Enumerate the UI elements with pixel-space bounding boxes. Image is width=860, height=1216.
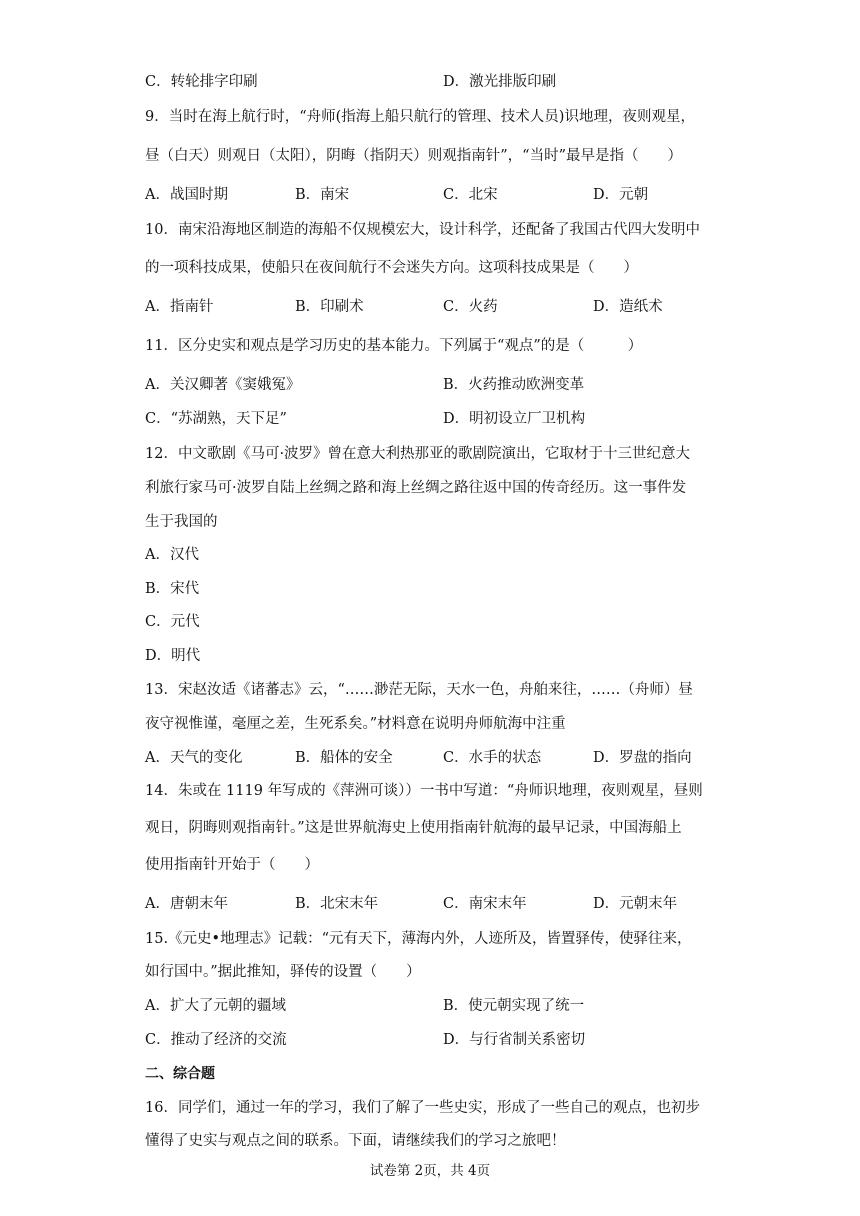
q15-option-b: B．使元朝实现了统一	[443, 998, 585, 1014]
q12-stem-line-3: 生于我国的	[145, 514, 218, 530]
q14-option-d: D．元朝末年	[593, 896, 678, 912]
q15-option-a: A．扩大了元朝的疆域	[145, 998, 286, 1014]
q8-option-d: D．激光排版印刷	[443, 74, 557, 90]
q9-option-b: B．南宋	[295, 187, 350, 203]
q11-option-b: B．火药推动欧洲变革	[443, 377, 585, 393]
q10-option-c: C．火药	[443, 299, 498, 315]
q14-option-b: B．北宋末年	[295, 896, 379, 912]
q15-stem-line-1: 15.《元史•地理志》记载：“元有天下，薄海内外，人迹所及，皆置驿传，使驿往来，	[145, 931, 692, 947]
q14-option-c: C．南宋末年	[443, 896, 527, 912]
q9-stem-line-1: 9．当时在海上航行时，“舟师(指海上船只航行的管理、技术人员)识地理，夜则观星，	[145, 109, 695, 125]
q15-stem-line-2: 如行国中。”据此推知，驿传的设置（ ）	[145, 964, 421, 980]
q14-stem-line-1: 14．朱或在 1119 年写成的《萍洲可谈））一书中写道：“舟师识地理，夜则观星，昼则	[145, 783, 703, 799]
q15-option-c: C．推动了经济的交流	[145, 1032, 287, 1048]
q14-stem-line-2: 观日，阴晦则观指南针。”这是世界航海史上使用指南针航海的最早记录，中国海船上	[145, 820, 682, 836]
q12-option-a: A．汉代	[145, 547, 199, 563]
q16-stem-line-2: 懂得了史实与观点之间的联系。下面，请继续我们的学习之旅吧！	[145, 1133, 566, 1149]
section-heading: 二、综合题	[145, 1066, 215, 1082]
q13-stem-line-2: 夜守视惟谨，毫厘之差，生死系矣。”材料意在说明舟师航海中注重	[145, 716, 566, 732]
q13-option-a: A．天气的变化	[145, 750, 243, 766]
page-footer: 试卷第 2页，共 4页	[369, 1163, 491, 1179]
q10-option-d: D．造纸术	[593, 299, 663, 315]
q8-option-c: C．转轮排字印刷	[145, 74, 258, 90]
q11-stem-line-1: 11．区分史实和观点是学习历史的基本能力。下列属于“观点”的是（ ）	[145, 338, 643, 354]
q10-option-b: B．印刷术	[295, 299, 364, 315]
q12-option-c: C．元代	[145, 614, 200, 630]
q13-option-c: C．水手的状态	[443, 750, 542, 766]
q16-stem-line-1: 16．同学们，通过一年的学习，我们了解了一些史实，形成了一些自己的观点，也初步	[145, 1100, 700, 1116]
q11-option-d: D．明初设立厂卫机构	[443, 411, 586, 427]
q14-option-a: A．唐朝末年	[145, 896, 228, 912]
q12-stem-line-1: 12．中文歌剧《马可·波罗》曾在意大利热那亚的歌剧院演出，它取材于十三世纪意大	[145, 446, 691, 462]
q13-option-d: D．罗盘的指向	[593, 750, 692, 766]
q11-option-a: A．关汉卿著《窦娥冤》	[145, 377, 301, 393]
q10-option-a: A．指南针	[145, 299, 214, 315]
q12-stem-line-2: 利旅行家马可·波罗自陆上丝绸之路和海上丝绸之路往返中国的传奇经历。这一事件发	[145, 480, 687, 496]
q10-stem-line-2: 的一项科技成果，使船只在夜间航行不会迷失方向。这项科技成果是（ ）	[145, 260, 638, 276]
q13-option-b: B．船体的安全	[295, 750, 393, 766]
q9-stem-line-2: 昼（白天）则观日（太阳），阴晦（指阴天）则观指南针”，“当时”最早是指（ ）	[145, 148, 682, 164]
q15-option-d: D．与行省制关系密切	[443, 1032, 586, 1048]
q12-option-b: B．宋代	[145, 581, 200, 597]
q11-option-c: C．“苏湖熟，天下足”	[145, 411, 287, 427]
q12-option-d: D．明代	[145, 648, 201, 664]
q14-stem-line-3: 使用指南针开始于（ ）	[145, 857, 319, 873]
q9-option-a: A．战国时期	[145, 187, 228, 203]
q10-stem-line-1: 10．南宋沿海地区制造的海船不仅规模宏大，设计科学，还配备了我国古代四大发明中	[145, 222, 700, 238]
q13-stem-line-1: 13．宋赵汝适《诸蕃志》云，“……渺茫无际，天水一色，舟舶来往，……（舟师）昼	[145, 682, 693, 698]
q9-option-c: C．北宋	[443, 187, 498, 203]
q9-option-d: D．元朝	[593, 187, 649, 203]
